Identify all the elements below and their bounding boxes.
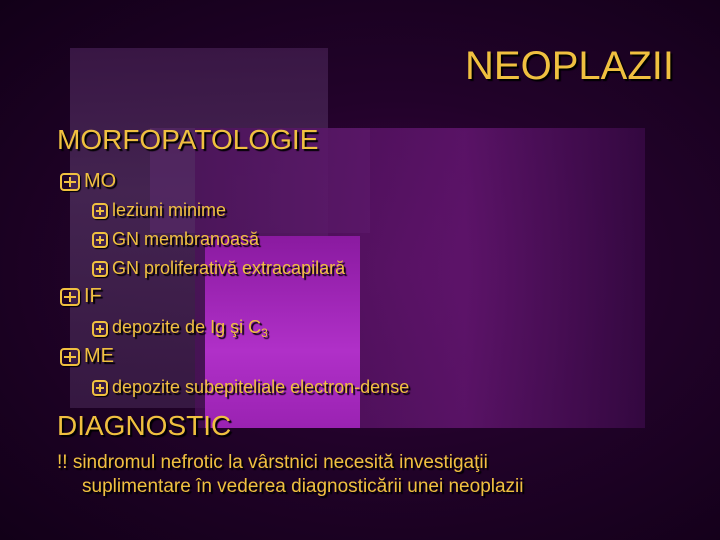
bullet-if [60, 285, 102, 308]
sub-bullet [92, 377, 409, 398]
plus-box-icon [92, 380, 108, 396]
section-heading-morfopatologie: MORFOPATOLOGIE [57, 124, 319, 155]
plus-box-icon [60, 288, 80, 306]
bullet-if-label: IF [84, 285, 102, 307]
note-line-1: !! sindromul nefrotic la vârstnici necesită investigaţii [57, 452, 488, 473]
sub-bullet [92, 317, 268, 340]
plus-box-icon [92, 261, 108, 277]
sub-bullet-label: GN proliferativă extracapilară [112, 258, 346, 278]
diagnostic-note [57, 451, 707, 499]
plus-box-icon [60, 348, 80, 366]
sub-bullet [92, 229, 259, 250]
plus-box-icon [92, 321, 108, 337]
note-line-2: suplimentare în vederea diagnosticării unei neoplazii [82, 476, 524, 497]
bullet-me [60, 345, 114, 368]
bullet-me-label: ME [84, 345, 114, 367]
slide-title: NEOPLAZII [465, 44, 674, 88]
sub-bullet [92, 258, 345, 279]
plus-box-icon [92, 203, 108, 219]
bullet-mo [60, 170, 116, 193]
bullet-mo-label: MO [84, 170, 117, 192]
sub-bullet [92, 200, 226, 221]
sub-bullet-label: depozite subepiteliale electron-dense [112, 377, 410, 397]
section-heading-diagnostic: DIAGNOSTIC [57, 410, 232, 441]
sub-bullet-label: GN membranoasă [112, 229, 260, 249]
plus-box-icon [60, 173, 80, 191]
sub-bullet-label: depozite de Ig şi $C_3$ [112, 317, 268, 340]
plus-box-icon [92, 232, 108, 248]
sub-bullet-label: leziuni minime [112, 200, 227, 220]
